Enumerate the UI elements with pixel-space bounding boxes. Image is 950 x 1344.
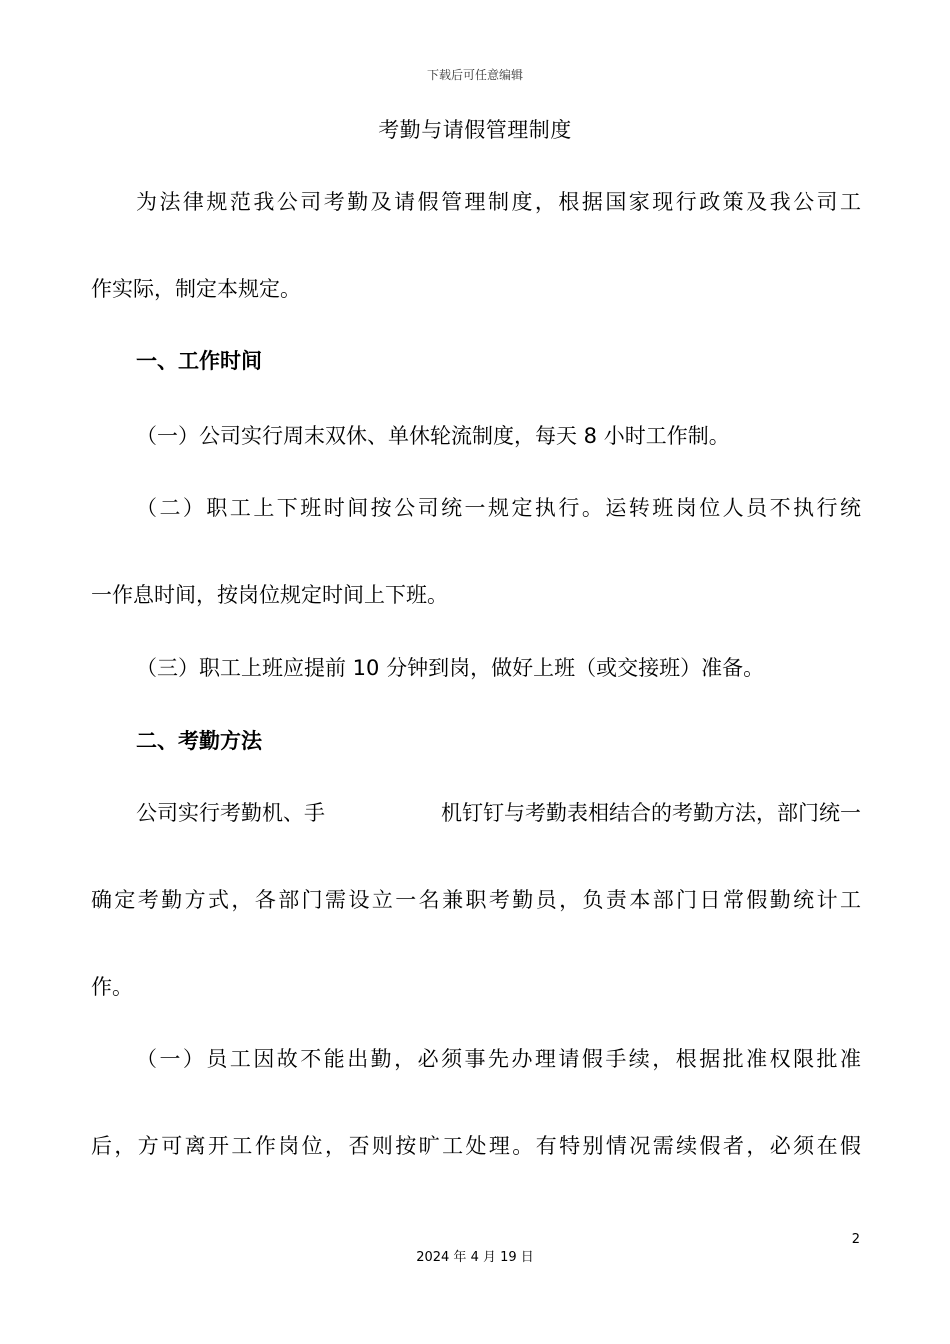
header-note: 下载后可任意编辑 xyxy=(426,68,523,82)
paragraph-line xyxy=(136,798,861,828)
paragraph-line: （一）公司实行周末双休、单休轮流制度，每天 8 小时工作制。 xyxy=(136,424,730,448)
section-heading: 二、考勤方法 xyxy=(136,729,262,753)
paragraph-line: 作。 xyxy=(91,975,133,999)
footer-date: 2024 年 4 月 19 日 xyxy=(416,1250,534,1265)
paragraph-line: 一作息时间，按岗位规定时间上下班。 xyxy=(91,583,448,607)
page-number: 2 xyxy=(851,1232,860,1247)
paragraph-line: （三）职工上班应提前 10 分钟到岗，做好上班（或交接班）准备。 xyxy=(136,656,765,680)
paragraph-line: 作实际，制定本规定。 xyxy=(91,277,301,301)
paragraph-line: 为法律规范我公司考勤及请假管理制度，根据国家现行政策及我公司工 xyxy=(136,190,861,214)
section-heading: 一、工作时间 xyxy=(136,349,262,373)
paragraph-line: 确定考勤方式，各部门需设立一名兼职考勤员，负责本部门日常假勤统计工 xyxy=(91,888,861,912)
paragraph-line: 后，方可离开工作岗位，否则按旷工处理。有特别情况需续假者，必须在假 xyxy=(91,1134,861,1158)
document-title: 考勤与请假管理制度 xyxy=(378,118,572,142)
paragraph-line-part: 机钉钉与考勤表相结合的考勤方法，部门统一 xyxy=(441,801,861,825)
paragraph-line: （二）职工上下班时间按公司统一规定执行。运转班岗位人员不执行统 xyxy=(136,496,861,520)
paragraph-line-part: 公司实行考勤机、手 xyxy=(136,801,325,825)
paragraph-line: （一）员工因故不能出勤，必须事先办理请假手续，根据批准权限批准 xyxy=(136,1047,861,1071)
